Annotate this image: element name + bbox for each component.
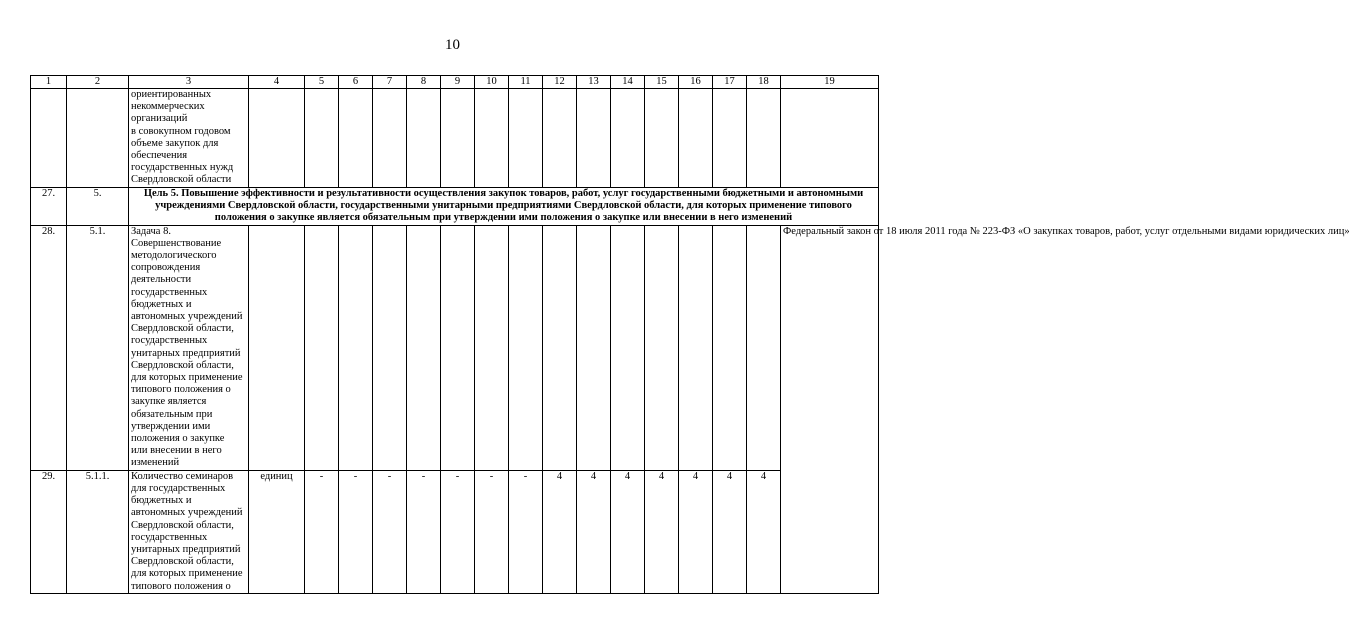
row-number-cell: 29. xyxy=(31,470,67,593)
value-cell: 4 xyxy=(543,470,577,593)
row-number-cell: 28. xyxy=(31,225,67,470)
column-header: 10 xyxy=(475,76,509,89)
table-cell xyxy=(509,225,543,470)
table-cell xyxy=(339,89,373,188)
column-header: 19 xyxy=(781,76,879,89)
value-cell: 4 xyxy=(611,470,645,593)
table-cell xyxy=(645,89,679,188)
table-cell xyxy=(611,225,645,470)
table-cell xyxy=(747,225,781,470)
value-cell: - xyxy=(509,470,543,593)
table-cell xyxy=(577,225,611,470)
table-cell xyxy=(475,225,509,470)
column-header: 18 xyxy=(747,76,781,89)
column-header: 1 xyxy=(31,76,67,89)
indicator-name-cell: ориентированных некоммерческих организаций в совокупном годовом объеме закупок для обеспечения государственных нужд Свердловской области xyxy=(129,89,249,188)
table-cell xyxy=(339,225,373,470)
table-cell xyxy=(543,89,577,188)
table-cell xyxy=(713,89,747,188)
value-cell: - xyxy=(373,470,407,593)
table-cell xyxy=(577,89,611,188)
table-cell xyxy=(249,89,305,188)
column-number-row xyxy=(31,76,879,89)
table-cell xyxy=(373,225,407,470)
table-cell xyxy=(31,89,67,188)
table-cell xyxy=(543,225,577,470)
column-header: 8 xyxy=(407,76,441,89)
column-header: 9 xyxy=(441,76,475,89)
table-cell xyxy=(509,89,543,188)
table-cell xyxy=(475,89,509,188)
column-header: 15 xyxy=(645,76,679,89)
value-cell: - xyxy=(475,470,509,593)
table-cell xyxy=(679,225,713,470)
value-cell: 4 xyxy=(713,470,747,593)
column-header: 14 xyxy=(611,76,645,89)
table-row-29 xyxy=(31,470,879,593)
column-header: 2 xyxy=(67,76,129,89)
value-cell: - xyxy=(339,470,373,593)
item-code-cell: 5.1.1. xyxy=(67,470,129,593)
indicators-table xyxy=(30,75,1350,594)
column-header: 6 xyxy=(339,76,373,89)
table-cell xyxy=(249,225,305,470)
table-cell xyxy=(645,225,679,470)
table-cell xyxy=(305,225,339,470)
unit-cell: единиц xyxy=(249,470,305,593)
column-header: 16 xyxy=(679,76,713,89)
table-cell xyxy=(407,89,441,188)
table-cell xyxy=(373,89,407,188)
column-header: 5 xyxy=(305,76,339,89)
row-number-cell: 27. xyxy=(31,187,67,225)
column-header: 13 xyxy=(577,76,611,89)
value-cell: - xyxy=(407,470,441,593)
table-cell xyxy=(713,225,747,470)
column-header: 7 xyxy=(373,76,407,89)
table-cell xyxy=(679,89,713,188)
value-cell: 4 xyxy=(645,470,679,593)
task-description-cell: Задача 8. Совершенствование методологического сопровождения деятельности государственных бюджетных и автономных учреждений Свердловской области, государственных унитарных предприятий Свердловской области, для которых применение типового положения о закупке является обязательным при утверждении ими положения о закупке или внесении в него изменений xyxy=(129,225,249,470)
column-header: 12 xyxy=(543,76,577,89)
goal-heading-cell: Цель 5. Повышение эффективности и результативности осуществления закупок товаров, работ, услуг государственными бюджетными и автономными учреждениями Свердловской области, государственными унитарными предприятиями Свердловской области, для которых применение типового положения о закупке является обязательным при утверждении ими положения о закупке или внесении в него изменений xyxy=(129,187,879,225)
table-cell xyxy=(407,225,441,470)
table-cell xyxy=(611,89,645,188)
legal-basis-cell: Федеральный закон от 18 июля 2011 года № 223-ФЗ «О закупках товаров, работ, услуг отдельными видами юридических лиц» xyxy=(781,225,879,593)
value-cell: 4 xyxy=(679,470,713,593)
table-cell xyxy=(781,89,879,188)
table-cell xyxy=(747,89,781,188)
column-header: 3 xyxy=(129,76,249,89)
value-cell: 4 xyxy=(747,470,781,593)
table-cell xyxy=(441,225,475,470)
column-header: 17 xyxy=(713,76,747,89)
page-number: 10 xyxy=(445,37,460,53)
table-row-27 xyxy=(31,187,879,225)
table-row-28 xyxy=(31,225,879,470)
indicator-name-cell: Количество семинаров для государственных бюджетных и автономных учреждений Свердловской области, государственных унитарных предприятий Свердловской области, для которых применение типового положения о xyxy=(129,470,249,593)
table-cell xyxy=(67,89,129,188)
column-header: 4 xyxy=(249,76,305,89)
item-code-cell: 5. xyxy=(67,187,129,225)
value-cell: - xyxy=(305,470,339,593)
table-cell xyxy=(441,89,475,188)
value-cell: 4 xyxy=(577,470,611,593)
value-cell: - xyxy=(441,470,475,593)
column-header: 11 xyxy=(509,76,543,89)
table-row-continued xyxy=(31,89,879,188)
item-code-cell: 5.1. xyxy=(67,225,129,470)
table-cell xyxy=(305,89,339,188)
